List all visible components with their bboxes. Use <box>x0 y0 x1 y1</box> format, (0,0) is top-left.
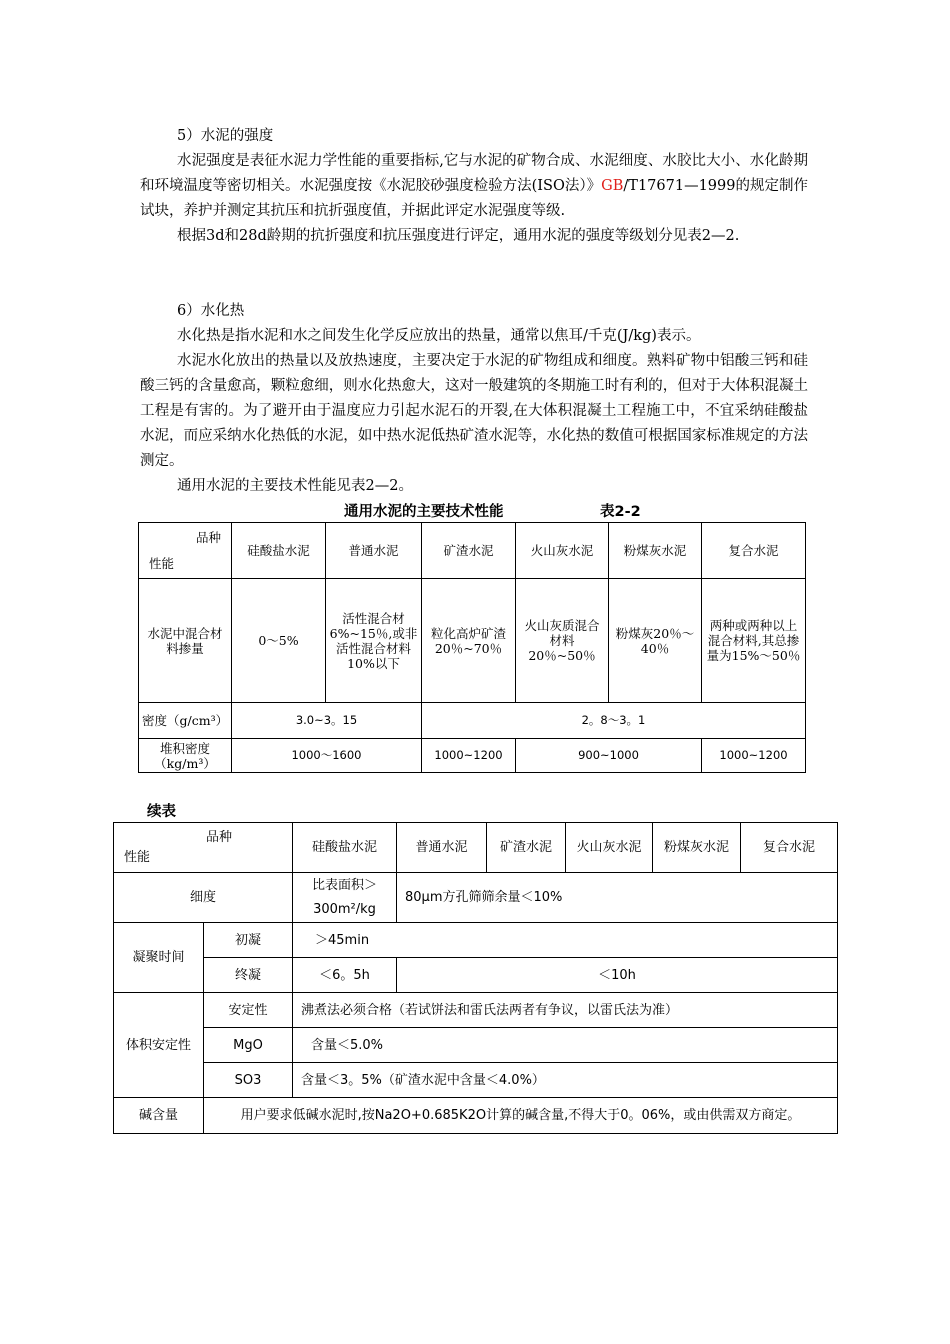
so3-label: SO3 <box>204 1063 293 1098</box>
density-label: 密度（g/cm³） <box>139 703 232 739</box>
hydration-heat-paragraph: 水泥水化放出的热量以及放热速度，主要决定于水泥的矿物组成和细度。熟料矿物中铝酸三钙和硅酸三钙的含量愈高，颗粒愈细，则水化热愈大，这对一般建筑的冬期施工时有利的，但对于大体积混凝土工程是有害的。为了避开由于温度应力引起水泥石的开裂,在大体积混凝土工程施工中，不宜采纳硅酸盐水泥，而应采纳水化热低的水泥，如中热水泥低热矿渣水泥等，水化热的数值可根据国家标准规定的方法测定。 <box>140 353 808 469</box>
table-2-corner-cell: 品种 性能 <box>114 823 293 873</box>
table-1-corner-cell: 品种 性能 <box>139 523 232 579</box>
table-1-header: 粉煤灰水泥 <box>609 523 702 579</box>
table-1-header: 普通水泥 <box>326 523 422 579</box>
section-5-heading: 5）水泥的强度 <box>177 128 274 144</box>
table-1-header: 复合水泥 <box>702 523 806 579</box>
table-cell: ＜10h <box>397 958 838 993</box>
table-cell: 3.0~3。15 <box>232 703 422 739</box>
table-2-header: 火山灰水泥 <box>566 823 653 873</box>
bulk-density-label: 堆积密度（kg/m³） <box>139 739 232 773</box>
table-cell: 两种或两种以上混合材料,其总掺量为15%～50％ <box>702 579 806 703</box>
mixture-content-label: 水泥中混合材料掺量 <box>139 579 232 703</box>
alkali-content-label: 碱含量 <box>114 1098 204 1134</box>
section-6-body <box>140 324 808 499</box>
table-1-header: 硅酸盐水泥 <box>232 523 326 579</box>
table-2-title: 续表 <box>147 804 176 820</box>
table-cell: 粒化高炉矿渣20％~70％ <box>422 579 516 703</box>
table-cell: 0～5% <box>232 579 326 703</box>
table-cell: 1000～1600 <box>232 739 422 773</box>
table-cell: 沸煮法必须合格（若试饼法和雷氏法两者有争议，以雷氏法为准） <box>293 993 838 1028</box>
table-1-number: 表2-2 <box>600 504 641 520</box>
table-reference-paragraph: 通用水泥的主要技术性能见表2—2。 <box>177 478 413 494</box>
table-2-header: 普通水泥 <box>397 823 487 873</box>
table-1-title: 通用水泥的主要技术性能 <box>344 504 504 520</box>
section-6-heading: 6）水化热 <box>177 303 245 319</box>
technical-performance-table <box>138 522 806 773</box>
table-cell: 2。8～3。1 <box>422 703 806 739</box>
strength-grade-paragraph: 根据3d和28d龄期的抗折强度和抗压强度进行评定，通用水泥的强度等级划分见表2—2. <box>177 228 740 244</box>
section-5-body <box>140 149 808 249</box>
strength-paragraph: 水泥强度是表征水泥力学性能的重要指标,它与水泥的矿物合成、水泥细度、水胶比大小、水化龄期和环境温度等密切相关。水泥强度按《水泥胶砂强度检验方法(ISO法）》GB/T17671—1999的规定制作试块，养护并测定其抗压和抗折强度值，并据此评定水泥强度等级. <box>140 153 809 219</box>
table-cell: 80μm方孔筛筛余量＜10% <box>397 873 838 923</box>
table-cell: 含量＜3。5%（矿渣水泥中含量＜4.0%） <box>293 1063 838 1098</box>
table-cell: ＞45min <box>293 923 838 958</box>
table-1-header: 火山灰水泥 <box>516 523 609 579</box>
mgo-label: MgO <box>204 1028 293 1063</box>
table-cell: 1000~1200 <box>702 739 806 773</box>
final-setting-label: 终凝 <box>204 958 293 993</box>
fineness-label: 细度 <box>114 873 293 923</box>
table-cell: 比表面积＞300m²/kg <box>293 873 397 923</box>
table-cell: 900~1000 <box>516 739 702 773</box>
setting-time-label: 凝聚时间 <box>114 923 204 993</box>
table-cell: 用户要求低碱水泥时,按Na2O+0.685K2O计算的碱含量,不得大于0。06%，或由供需双方商定。 <box>204 1098 838 1134</box>
table-cell: 活性混合材6%~15％,或非活性混合材料10%以下 <box>326 579 422 703</box>
table-cell: 火山灰质混合材料20％~50％ <box>516 579 609 703</box>
table-1-header: 矿渣水泥 <box>422 523 516 579</box>
table-cell: 粉煤灰20％～40％ <box>609 579 702 703</box>
continued-table <box>113 822 838 1134</box>
table-cell: 1000~1200 <box>422 739 516 773</box>
initial-setting-label: 初凝 <box>204 923 293 958</box>
stability-label: 安定性 <box>204 993 293 1028</box>
table-2-header: 复合水泥 <box>741 823 838 873</box>
table-cell: 含量＜5.0% <box>293 1028 838 1063</box>
table-2-header: 矿渣水泥 <box>487 823 566 873</box>
soundness-label: 体积安定性 <box>114 993 204 1098</box>
hydration-heat-definition: 水化热是指水泥和水之间发生化学反应放出的热量，通常以焦耳/千克(J/kg)表示。 <box>177 328 701 344</box>
table-2-header: 硅酸盐水泥 <box>293 823 397 873</box>
table-2-header: 粉煤灰水泥 <box>653 823 741 873</box>
table-cell: ＜6。5h <box>293 958 397 993</box>
